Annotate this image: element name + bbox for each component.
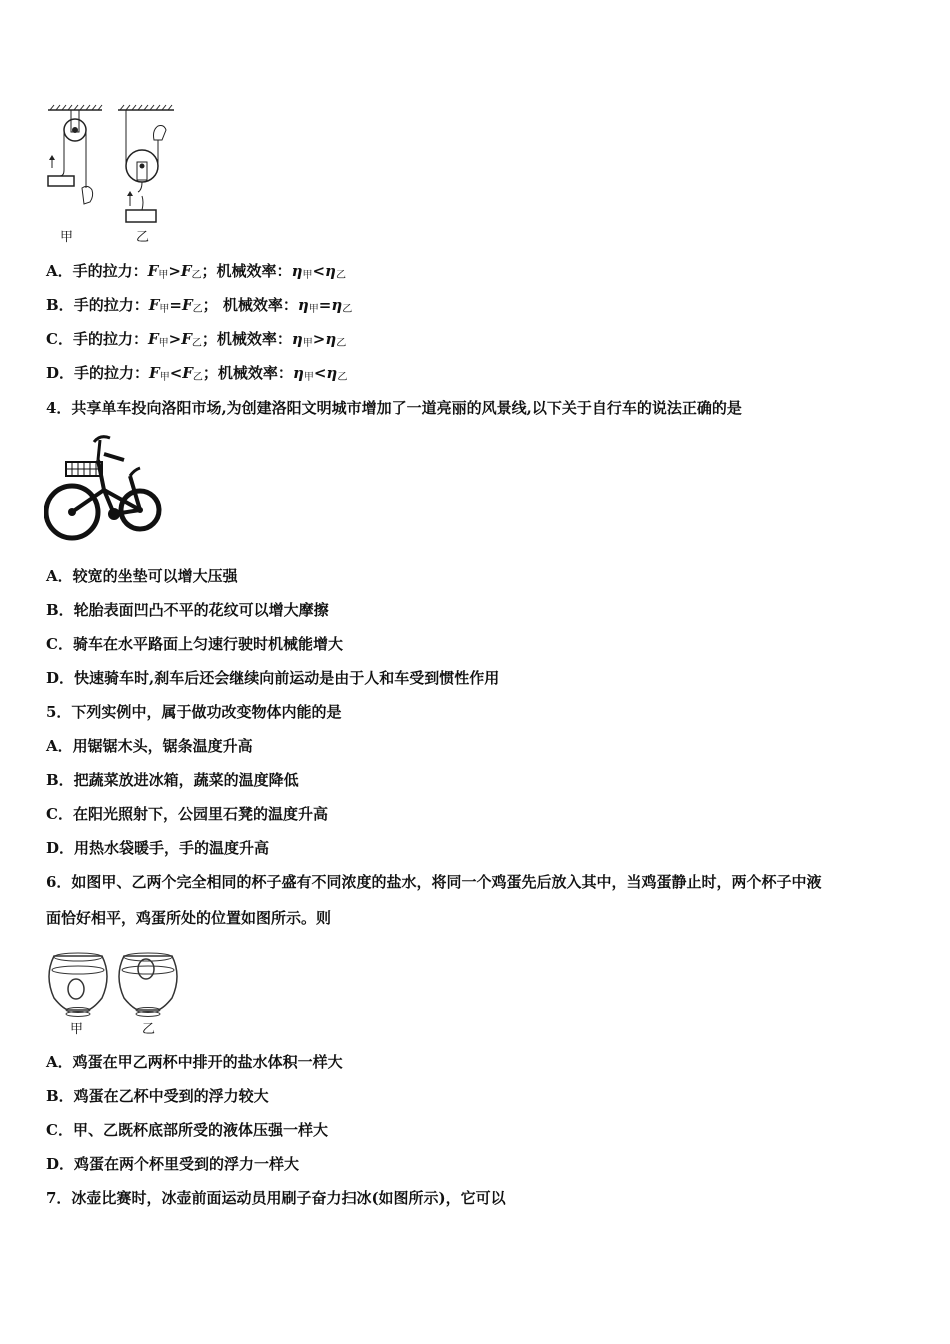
q4-option-c: C．骑车在水平路面上匀速行驶时机械能增大	[46, 635, 343, 653]
figure-label-jia: 甲	[60, 230, 74, 245]
q3-option-d: D．手的拉力：$F_甲<F_乙$；机械效率：$\eta_甲<\eta_乙$	[46, 364, 348, 383]
q5-option-b: B．把蔬菜放进冰箱，蔬菜的温度降低	[46, 771, 299, 789]
figure-label-yi: 乙	[136, 230, 150, 245]
cups-figure	[44, 948, 180, 1034]
q6-option-d: D．鸡蛋在两个杯里受到的浮力一样大	[46, 1155, 300, 1173]
q6-option-a: A．鸡蛋在甲乙两杯中排开的盐水体积一样大	[46, 1053, 343, 1071]
bicycle-figure	[44, 432, 164, 547]
q6-option-c: C．甲、乙既杯底部所受的液体压强一样大	[46, 1121, 328, 1139]
q4-stem: 4．共享单车投向洛阳市场,为创建洛阳文明城市增加了一道亮丽的风景线,以下关于自行车的说法正确的是	[46, 399, 742, 417]
q4-option-b: B．轮胎表面凹凸不平的花纹可以增大摩擦	[46, 601, 329, 619]
q5-stem: 5．下列实例中，属于做功改变物体内能的是	[46, 703, 342, 721]
q4-option-d: D．快速骑车时,刹车后还会继续向前运动是由于人和车受到惯性作用	[46, 669, 500, 687]
q3-option-b: B．手的拉力：$F_甲=F_乙$； 机械效率：$\eta_甲=\eta_乙$	[46, 296, 353, 315]
q3-option-c: C．手的拉力：$F_甲>F_乙$；机械效率：$\eta_甲>\eta_乙$	[46, 330, 347, 349]
q6-stem-line2: 面恰好相平，鸡蛋所处的位置如图所示。则	[46, 909, 332, 927]
q5-option-c: C．在阳光照射下，公园里石凳的温度升高	[46, 805, 328, 823]
q3-option-a: A．手的拉力：$F_甲>F_乙$；机械效率：$\eta_甲<\eta_乙$	[46, 262, 346, 281]
cups-label-yi: 乙	[142, 1022, 156, 1037]
q5-option-a: A．用锯锯木头，锯条温度升高	[46, 737, 253, 755]
q4-option-a: A．较宽的坐垫可以增大压强	[46, 567, 238, 585]
pulley-figure	[40, 100, 190, 235]
q6-option-b: B．鸡蛋在乙杯中受到的浮力较大	[46, 1087, 269, 1105]
q7-stem: 7．冰壶比赛时，冰壶前面运动员用刷子奋力扫冰(如图所示)，它可以	[46, 1189, 506, 1207]
cups-label-jia: 甲	[70, 1022, 84, 1037]
q5-option-d: D．用热水袋暖手，手的温度升高	[46, 839, 270, 857]
q6-stem-line1: 6．如图甲、乙两个完全相同的杯子盛有不同浓度的盐水，将同一个鸡蛋先后放入其中，当鸡蛋静止时，两个杯子中液	[46, 873, 822, 891]
